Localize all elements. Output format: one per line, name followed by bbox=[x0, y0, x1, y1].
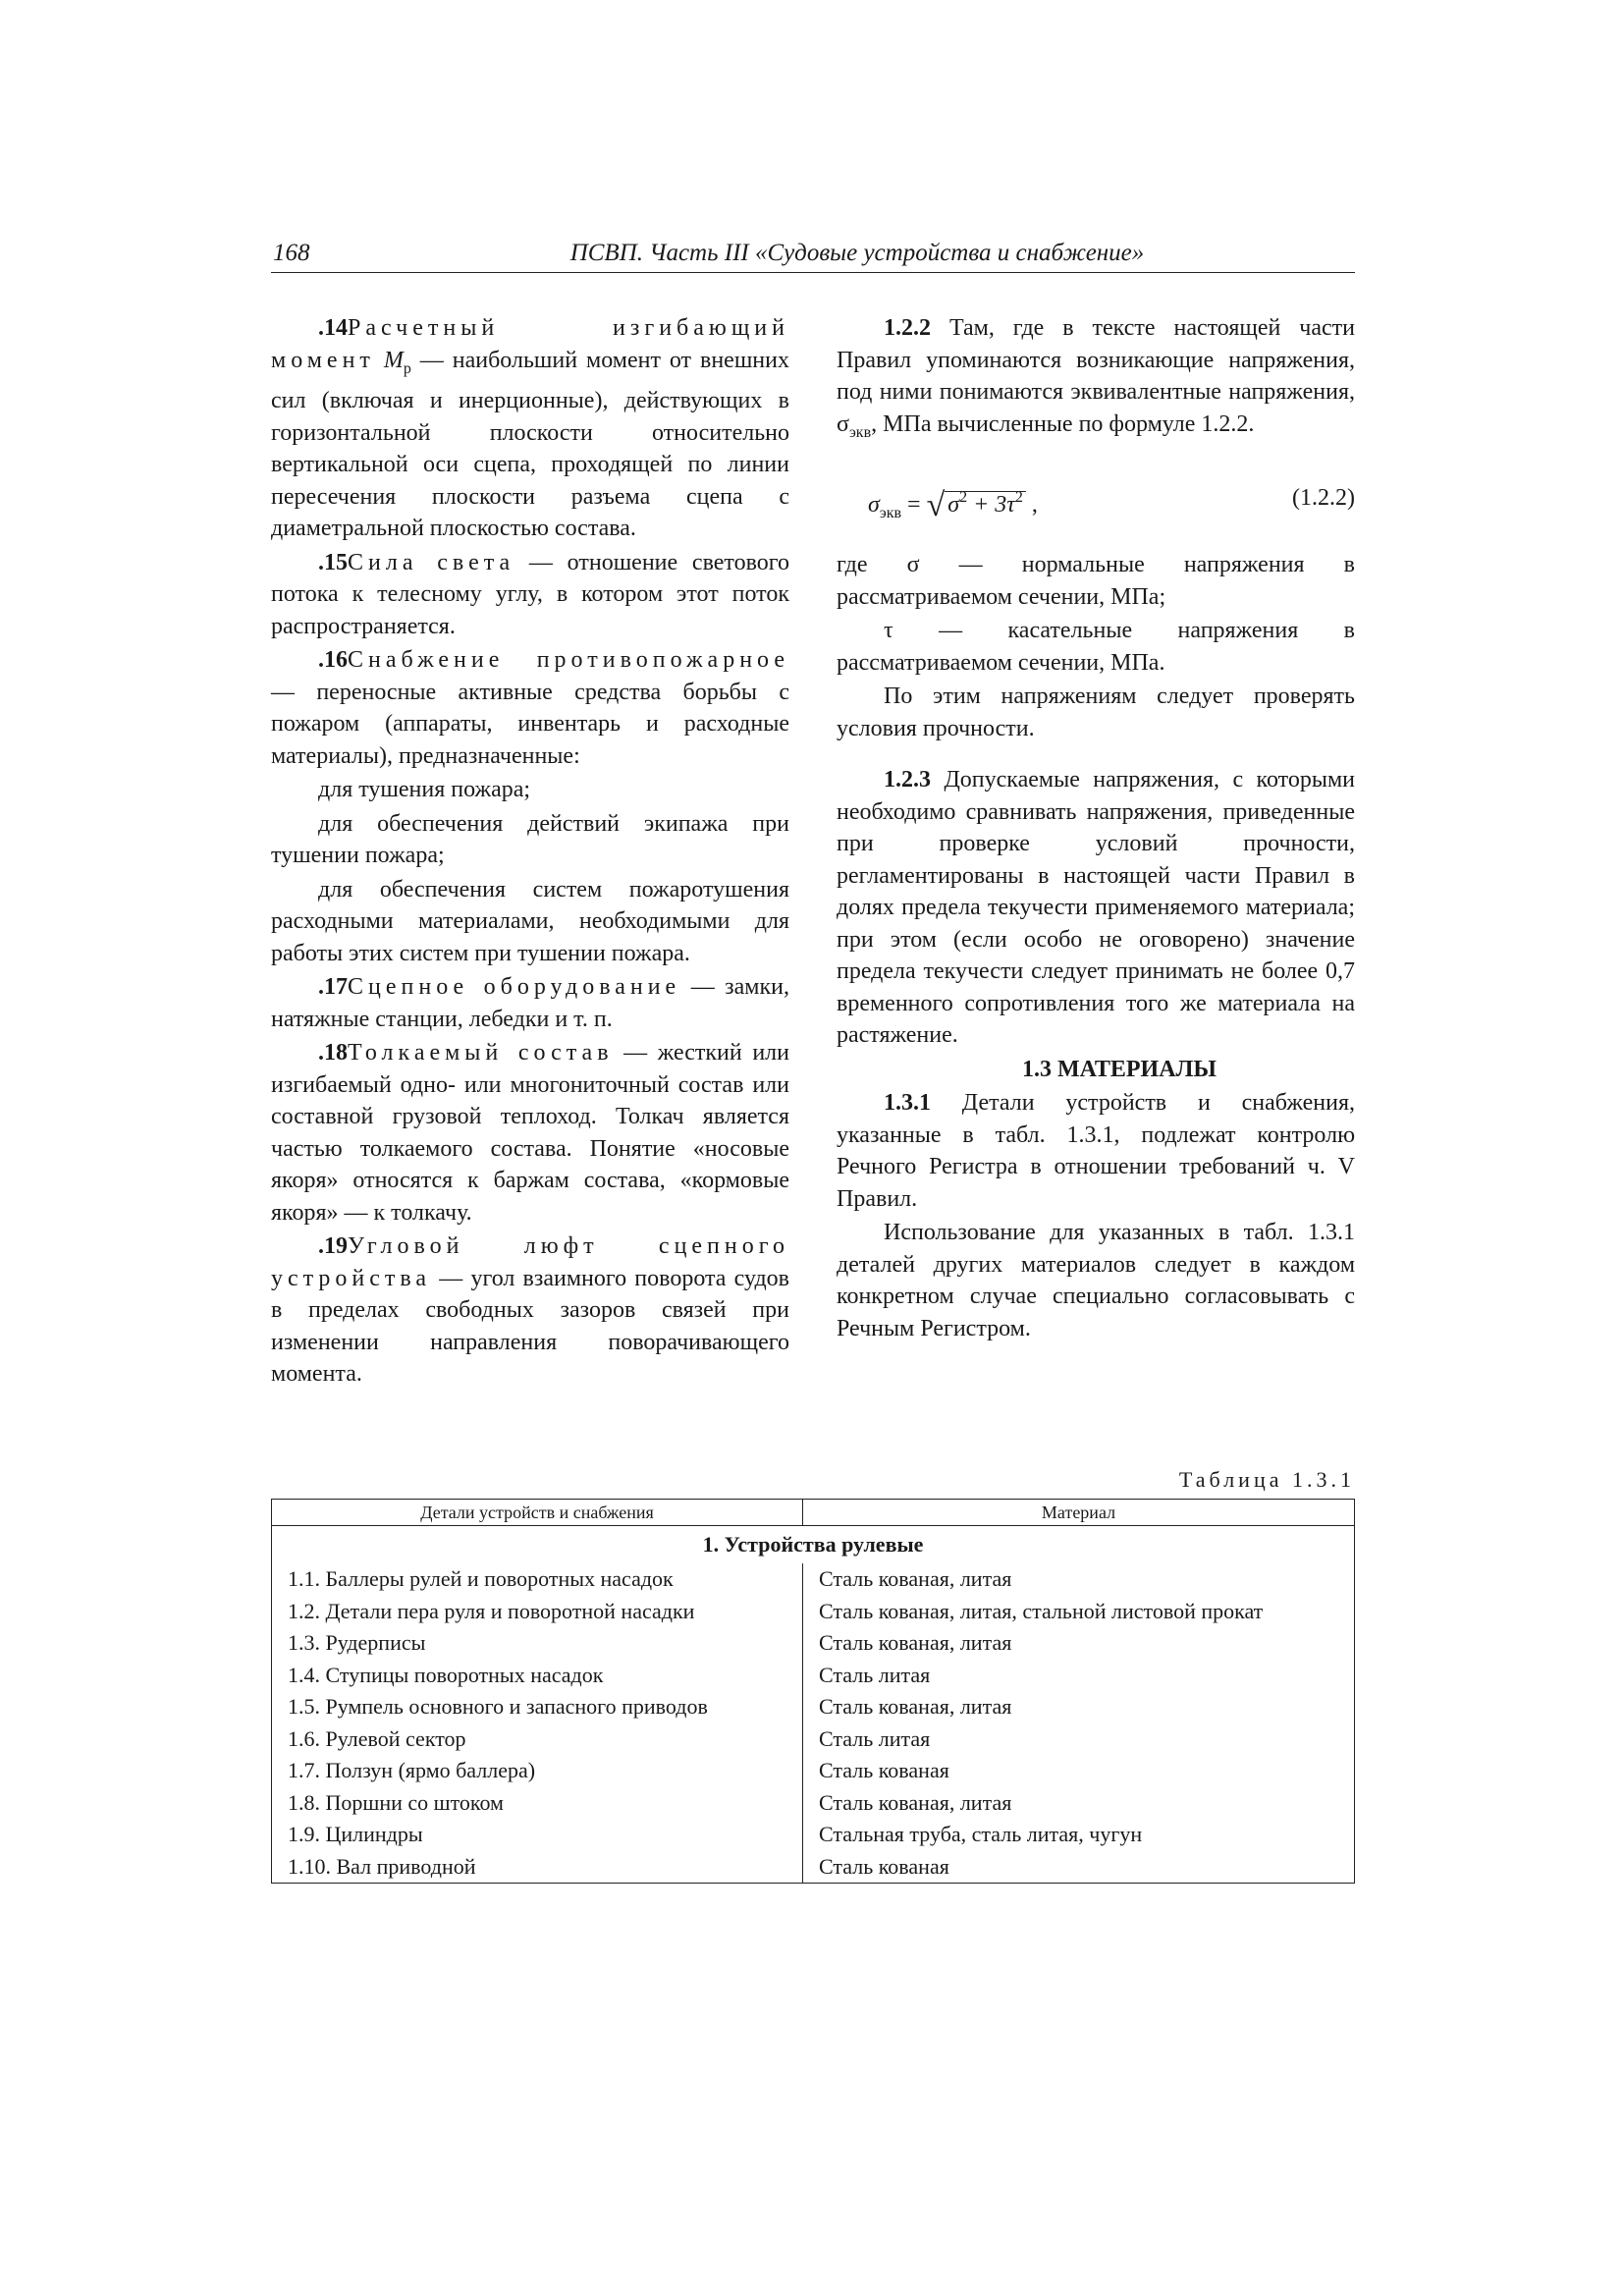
table-row bbox=[272, 1787, 1355, 1820]
where-sigma: где σ — нормальные напряжения в рассматриваемом сечении, МПа; bbox=[837, 552, 1355, 610]
table-group-row bbox=[272, 1526, 1355, 1564]
where-tau: τ — касательные напряжения в рассматриваемом сечении, МПа. bbox=[837, 618, 1355, 676]
header-title: ПСВП. Часть III «Судовые устройства и снабжение» bbox=[569, 240, 1145, 266]
definition-16-item-c: для обеспечения систем пожаротушения расходными материалами, необходимыми для работы этих систем при тушении пожара. bbox=[271, 876, 789, 966]
definition-19: .19Угловой люфт сцепного устройства — угол взаимного поворота судов в пределах свободных зазоров связей при изменении направления поворачивающего момента. bbox=[271, 1233, 789, 1387]
table-group-title: 1. Устройства рулевые bbox=[702, 1531, 924, 1557]
table-header-row bbox=[272, 1500, 1355, 1526]
table-cell-material: Сталь кованая, литая, стальной листовой прокат bbox=[819, 1598, 1264, 1623]
definition-15: .15Сила света — отношение светового потока к телесному углу, в котором этот поток распространяется. bbox=[271, 549, 789, 639]
clause-1-2-3: 1.2.3 Допускаемые напряжения, с которыми необходимо сравнивать напряжения, приведенные при проверке условий прочности, регламентированы в настоящей части Правил в долях предела текучести применяемого материала; при этом (если особо не оговорено) значение предела текучести следует принимать не более 0,7 временного сопротивления того же материала на растяжение. bbox=[837, 767, 1355, 1048]
right-column bbox=[837, 312, 1355, 1346]
definition-17: .17Сцепное оборудование — замки, натяжные станции, лебедки и т. п. bbox=[271, 974, 789, 1032]
clause-1-3-1-b: Использование для указанных в табл. 1.3.1 деталей других материалов следует в каждом конкретном случае специально согласовывать с Речным Регистром. bbox=[837, 1220, 1355, 1341]
table-cell-material: Стальная труба, сталь литая, чугун bbox=[819, 1822, 1143, 1846]
table-cell-material: Сталь кованая, литая bbox=[819, 1630, 1012, 1655]
table-row bbox=[272, 1563, 1355, 1596]
definition-16: .16Снабжение противопожарное — переносные активные средства борьбы с пожаром (аппараты, инвентарь и расходные материалы), предназначенные: bbox=[271, 647, 789, 769]
table-row bbox=[272, 1723, 1355, 1756]
table-cell-material: Сталь кованая bbox=[819, 1758, 949, 1782]
formula-expression: $\sigma_{экв}$ = √ $\sigma^2 + 3\tau^2$ , bbox=[868, 487, 1038, 523]
table-cell-part: 1.6. Рулевой сектор bbox=[272, 1723, 803, 1756]
table-row bbox=[272, 1660, 1355, 1692]
section-title: 1.3 МАТЕРИАЛЫ bbox=[1022, 1056, 1217, 1082]
table-cell-part: 1.2. Детали пера руля и поворотной насадки bbox=[272, 1596, 803, 1628]
formula-number: (1.2.2) bbox=[1292, 485, 1355, 511]
clause-1-2-2: 1.2.2 Там, где в тексте настоящей части Правил упоминаются возникающие напряжения, под ними понимаются эквивалентные напряжения, $\sigma_{экв}$, МПа вычисленные по формуле 1.2.2. bbox=[837, 315, 1355, 441]
table-cell-part: 1.7. Ползун (ярмо баллера) bbox=[272, 1755, 803, 1787]
table-row bbox=[272, 1851, 1355, 1884]
left-column bbox=[271, 312, 789, 1393]
table-cell-part: 1.8. Поршни со штоком bbox=[272, 1787, 803, 1820]
definition-14: .14Расчетный изгибающий момент $M_р$ — наибольший момент от внешних сил (включая и инерционные), действующих в горизонтальной плоскости относительно вертикальной оси сцепа, проходящей по линии пересечения плоскости разъема сцепа с диаметральной плоскостью состава. bbox=[271, 315, 789, 541]
header-rule bbox=[271, 272, 1355, 273]
table-cell-material: Сталь кованая, литая bbox=[819, 1566, 1012, 1591]
table-header-parts: Детали устройств и снабжения bbox=[272, 1500, 803, 1526]
table-row bbox=[272, 1627, 1355, 1660]
table-row bbox=[272, 1819, 1355, 1851]
strength-check: По этим напряжениям следует проверять условия прочности. bbox=[837, 683, 1355, 741]
table-cell-part: 1.5. Румпель основного и запасного приводов bbox=[272, 1691, 803, 1723]
table-caption: Таблица 1.3.1 bbox=[1178, 1467, 1355, 1492]
table-row bbox=[272, 1755, 1355, 1787]
table-header-material: Материал bbox=[803, 1500, 1355, 1526]
materials-table bbox=[271, 1499, 1355, 1884]
table-cell-part: 1.1. Баллеры рулей и поворотных насадок bbox=[272, 1563, 803, 1596]
table-cell-material: Сталь кованая, литая bbox=[819, 1694, 1012, 1719]
table-cell-part: 1.4. Ступицы поворотных насадок bbox=[272, 1660, 803, 1692]
formula-1-2-2 bbox=[837, 476, 1355, 527]
table-cell-part: 1.9. Цилиндры bbox=[272, 1819, 803, 1851]
table-cell-material: Сталь кованая, литая bbox=[819, 1789, 1012, 1815]
definition-18: .18Толкаемый состав — жесткий или изгибаемый одно- или многониточный состав или составной грузовой теплоход. Толкач является частью толкаемого состава. Понятие «носовые якоря» относятся к баржам состава, «кормовые якоря» — к толкачу. bbox=[271, 1040, 789, 1226]
table-cell-material: Сталь литая bbox=[819, 1662, 931, 1687]
page-number: 168 bbox=[273, 240, 310, 266]
table-cell-part: 1.3. Рудерписы bbox=[272, 1627, 803, 1660]
table-row bbox=[272, 1691, 1355, 1723]
definition-16-item-a: для тушения пожара; bbox=[318, 777, 531, 802]
table-row bbox=[272, 1596, 1355, 1628]
table-cell-part: 1.10. Вал приводной bbox=[272, 1851, 803, 1884]
running-header bbox=[271, 240, 1355, 273]
definition-16-item-b: для обеспечения действий экипажа при тушении пожара; bbox=[271, 810, 789, 868]
clause-1-3-1: 1.3.1 Детали устройств и снабжения, указанные в табл. 1.3.1, подлежат контролю Речного Регистра в отношении требований ч. V Правил. bbox=[837, 1090, 1355, 1212]
table-cell-material: Сталь литая bbox=[819, 1725, 931, 1751]
table-cell-material: Сталь кованая bbox=[819, 1853, 949, 1879]
